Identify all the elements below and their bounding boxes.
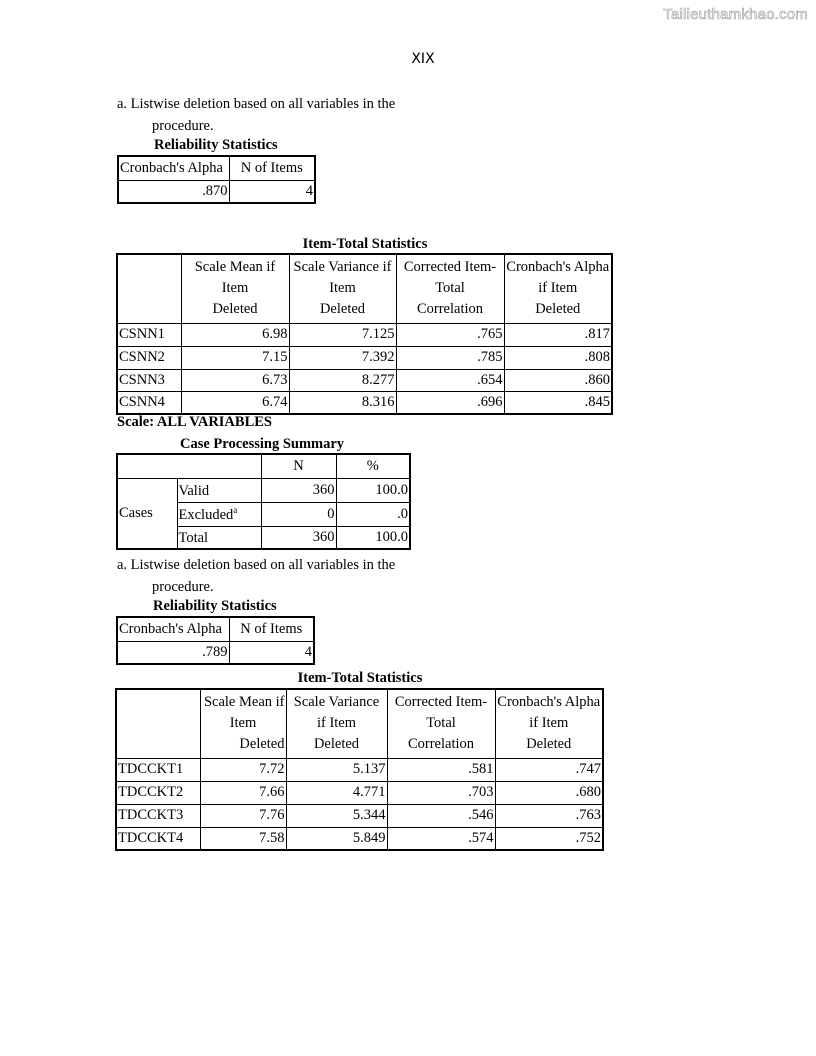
col-header: Cronbach's Alpha if Item Deleted [504,254,612,323]
cell: 7.15 [181,346,289,369]
row-label: TDCCKT1 [116,758,200,781]
cell: .763 [495,804,603,827]
col-header: Cronbach's Alpha [118,156,229,180]
cell: .680 [495,781,603,804]
cell: 0 [261,502,336,526]
table-row [116,758,603,781]
cell: .574 [387,827,495,850]
cell: .845 [504,391,612,414]
reliability-table [116,616,315,665]
cell: 100.0 [336,526,410,549]
cell: .696 [396,391,504,414]
page-number: XIX [411,51,435,67]
cell: 100.0 [336,478,410,502]
reliability-table [117,155,316,204]
cell: .785 [396,346,504,369]
row-label: CSNN3 [117,369,181,391]
row-label: TDCCKT3 [116,804,200,827]
cell: .581 [387,758,495,781]
watermark: Tailieuthamkhao.com [663,6,808,23]
row-label: Total [177,526,261,549]
cell: .654 [396,369,504,391]
item-total-title: Item-Total Statistics [302,236,428,252]
cell: .703 [387,781,495,804]
cell: .817 [504,323,612,346]
footnote-line1: a. Listwise deletion based on all variables in the [117,96,396,112]
cell: .546 [387,804,495,827]
cell: 5.344 [286,804,387,827]
row-label: CSNN1 [117,323,181,346]
cell: .752 [495,827,603,850]
corner-cell [116,689,200,758]
col-header: Corrected Item- Total Correlation [396,254,504,323]
footnote-line2: procedure. [152,118,214,134]
footnote-listwise [117,554,395,598]
row-label: TDCCKT2 [116,781,200,804]
cell: .860 [504,369,612,391]
cell: 6.74 [181,391,289,414]
row-label: TDCCKT4 [116,827,200,850]
col-header: Scale Variance if Item Deleted [286,689,387,758]
cell: 360 [261,478,336,502]
cell: 7.76 [200,804,286,827]
cell: .747 [495,758,603,781]
cell: 7.72 [200,758,286,781]
row-label: CSNN2 [117,346,181,369]
alpha-value: .870 [118,180,229,203]
item-total-table [116,253,613,415]
cell: 7.392 [289,346,396,369]
cell: .765 [396,323,504,346]
reliability-title: Reliability Statistics [153,598,277,614]
col-header: Scale Mean if Item Deleted [181,254,289,323]
cell: .808 [504,346,612,369]
cell: 6.98 [181,323,289,346]
row-label: Excluded$^a$ [177,502,261,526]
table-row [116,804,603,827]
cell: 4.771 [286,781,387,804]
items-value: 4 [229,641,314,664]
row-label: Valid [177,478,261,502]
group-label: Cases [117,478,177,549]
item-total-title: Item-Total Statistics [297,670,423,686]
table-row [117,323,612,346]
item-total-table [115,688,604,851]
cell: 7.125 [289,323,396,346]
case-processing-title: Case Processing Summary [180,436,345,452]
cell: 8.277 [289,369,396,391]
cell: 5.137 [286,758,387,781]
scale-label: Scale: ALL VARIABLES [117,414,272,430]
corner-cell [117,454,261,478]
col-header: Scale Mean if Item Deleted [200,689,286,758]
table-row [117,391,612,414]
cell: 7.58 [200,827,286,850]
corner-cell [117,254,181,323]
footnote-line1: a. Listwise deletion based on all variables in the [117,557,396,573]
alpha-value: .789 [117,641,229,664]
col-header: Cronbach's Alpha [117,617,229,641]
col-header: N of Items [229,617,314,641]
col-header: Corrected Item- Total Correlation [387,689,495,758]
table-row [116,827,603,850]
row-label: CSNN4 [117,391,181,414]
case-processing-table [116,453,411,550]
table-row [117,346,612,369]
col-header: N [261,454,336,478]
table-row [117,478,410,502]
items-value: 4 [229,180,315,203]
footnote-listwise [117,93,395,137]
cell: .0 [336,502,410,526]
col-header: Cronbach's Alpha if Item Deleted [495,689,603,758]
cell: 7.66 [200,781,286,804]
cell: 5.849 [286,827,387,850]
table-row [116,781,603,804]
reliability-title: Reliability Statistics [154,137,278,153]
cell: 8.316 [289,391,396,414]
cell: 6.73 [181,369,289,391]
cell: 360 [261,526,336,549]
col-header: Scale Variance if Item Deleted [289,254,396,323]
col-header: N of Items [229,156,315,180]
col-header: % [336,454,410,478]
table-row [117,369,612,391]
footnote-line2: procedure. [152,579,214,595]
